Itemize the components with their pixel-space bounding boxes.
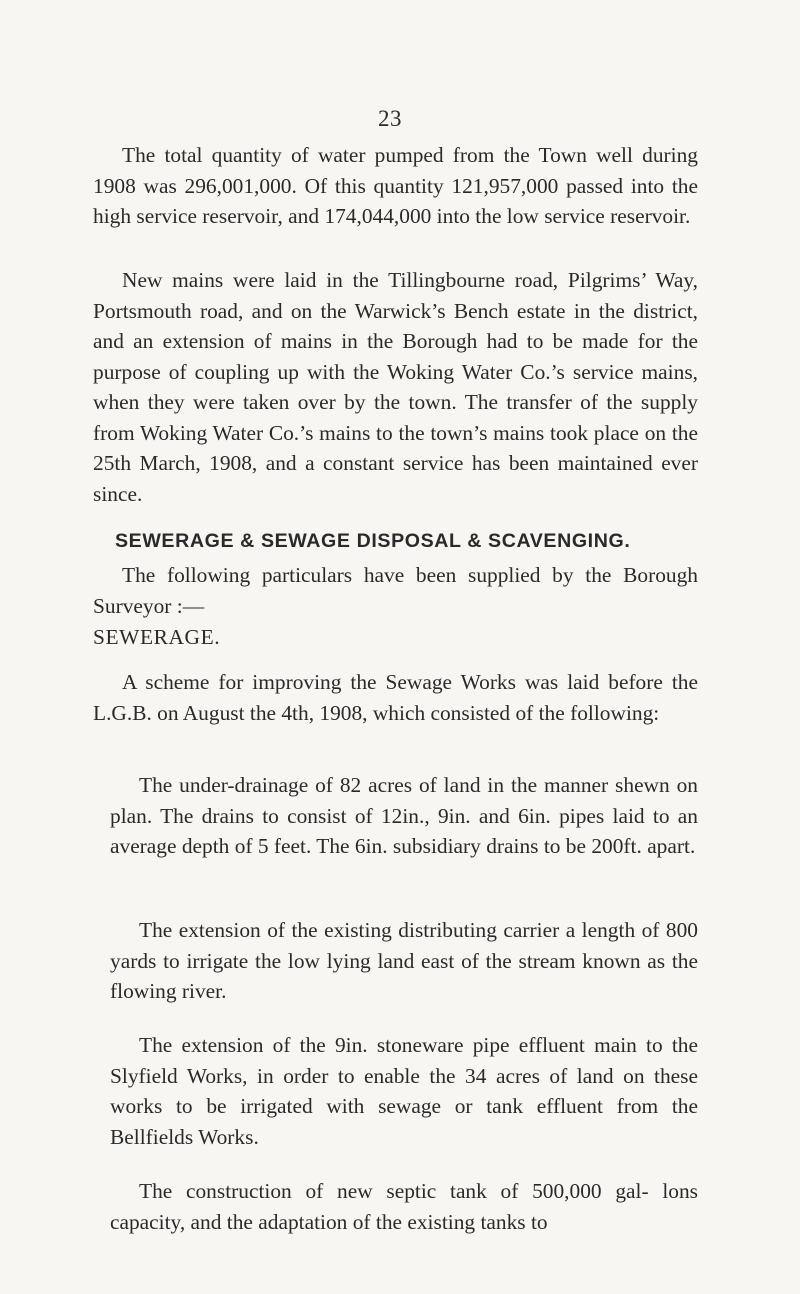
paragraph-under-drainage: The under-drainage of 82 acres of land in the manner shewn on plan. The drains to consist of 12in., 9in. and 6in. pipes laid to an average depth of 5 feet. The 6in. subsidiary drains to be 200ft. apart. xyxy=(110,773,698,858)
section-heading-sewerage-disposal: SEWERAGE & SEWAGE DISPOSAL & SCAVENGING. xyxy=(115,530,631,552)
paragraph-septic-tank: The construction of new septic tank of 500,000 gal- lons capacity, and the adaptation of the existing tanks to xyxy=(110,1179,698,1234)
paragraph-water-pumped: The total quantity of water pumped from the Town well during 1908 was 296,001,000. Of this quantity 121,957,000 passed into the high service reservoir, and 174,044,000 into the low service reservoir. xyxy=(93,143,698,228)
paragraph-new-mains: New mains were laid in the Tillingbourne road, Pilgrims’ Way, Portsmouth road, and on the Warwick’s Bench estate in the district, and an extension of mains in the Borough had to be made for the purpose of coupling up with the Woking Water Co.’s service mains, when they were taken over by the town. The transfer of the supply from Woking Water Co.’s mains to the town’s mains took place on the 25th March, 1908, and a constant service has been maintained ever since. xyxy=(93,268,698,506)
paragraph-carrier-extension: The extension of the existing distributing carrier a length of 800 yards to irrigate the low lying land east of the stream known as the flowing river. xyxy=(110,918,698,1003)
paragraph-effluent-main: The extension of the 9in. stoneware pipe effluent main to the Slyfield Works, in order to enable the 34 acres of land on these works to be irrigated with sewage or tank effluent from the Bellfields Works. xyxy=(110,1033,698,1149)
page-number: 23 xyxy=(378,106,402,131)
paragraph-scheme: A scheme for improving the Sewage Works was laid before the L.G.B. on August the 4th, 1908, which consisted of the following: xyxy=(93,670,698,725)
paragraph-particulars: The following particulars have been supplied by the Borough Surveyor :— xyxy=(93,563,698,618)
sub-heading-sewerage: SEWERAGE. xyxy=(93,625,221,649)
